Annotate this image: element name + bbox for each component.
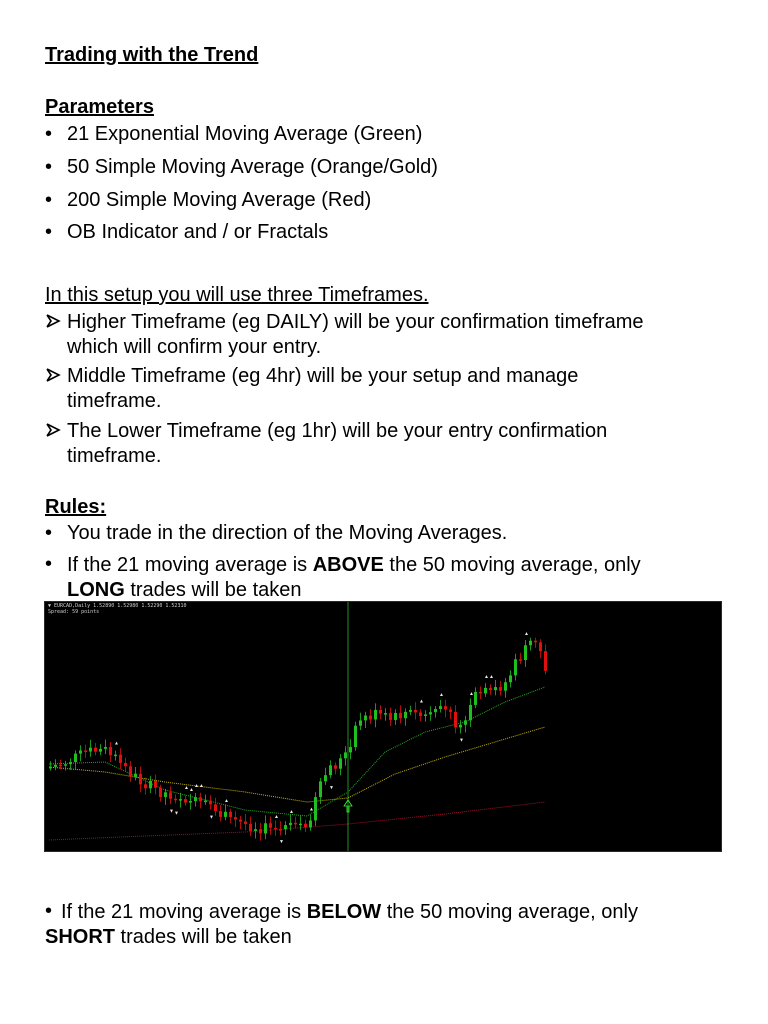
fractal-up-icon: ▲ xyxy=(489,673,494,680)
rule-text-part: trades will be taken xyxy=(115,926,292,948)
candle-body xyxy=(169,792,172,798)
candle-body xyxy=(454,712,457,728)
candle-body xyxy=(109,747,112,755)
rule-keyword: SHORT xyxy=(45,926,115,948)
candle-body xyxy=(304,824,307,828)
candle-body xyxy=(469,705,472,720)
candle-body xyxy=(239,820,242,822)
candle-body xyxy=(389,713,392,720)
candle-body xyxy=(99,749,102,752)
rule-text xyxy=(45,900,638,950)
chart-info xyxy=(48,603,186,615)
fractal-up-icon: ▲ xyxy=(309,806,314,813)
bullet-icon: • xyxy=(45,156,53,178)
candle-body xyxy=(539,642,542,651)
candle-body xyxy=(504,682,507,690)
candle-body xyxy=(289,823,292,825)
arrow-bullet-icon xyxy=(45,419,61,447)
candle-body xyxy=(89,748,92,752)
candle-body xyxy=(74,754,77,762)
candle-body xyxy=(264,823,267,833)
candle-body xyxy=(464,720,467,724)
candle-body xyxy=(329,765,332,775)
candle-body xyxy=(519,659,522,661)
candle-body xyxy=(139,774,142,785)
fractal-up-icon: ▲ xyxy=(194,783,199,790)
candle-body xyxy=(534,641,537,643)
candle-body xyxy=(299,824,302,826)
timeframe-text xyxy=(67,310,643,360)
timeframe-line: Higher Timeframe (eg DAILY) will be your confirmation timeframe xyxy=(67,311,644,333)
candle-body xyxy=(144,784,147,788)
candle-body xyxy=(484,688,487,694)
document-title: Trading with the Trend xyxy=(45,44,259,66)
candle-body xyxy=(364,716,367,721)
timeframes-intro: In this setup you will use three Timeframes. xyxy=(45,284,429,306)
sma200-line xyxy=(49,802,545,840)
candle-body xyxy=(269,823,272,828)
bullet-icon: • xyxy=(45,189,53,211)
fractal-down-icon: ▼ xyxy=(329,785,334,792)
parameter-text: 50 Simple Moving Average (Orange/Gold) xyxy=(67,156,438,178)
parameters-heading: Parameters xyxy=(45,96,154,118)
candle-body xyxy=(164,792,167,797)
sma50-line xyxy=(49,727,545,802)
candle-body xyxy=(249,824,252,831)
rule-line xyxy=(67,578,641,603)
rule-text-part: the 50 moving average, only xyxy=(381,901,638,923)
rule-line xyxy=(45,925,638,950)
candle-body xyxy=(184,799,187,802)
fractal-up-icon: ▲ xyxy=(289,808,294,815)
candle-body xyxy=(294,823,297,825)
fractal-up-icon: ▲ xyxy=(114,740,119,747)
timeframe-text xyxy=(67,364,578,414)
candle-body xyxy=(214,804,217,811)
candle-body xyxy=(399,713,402,718)
candle-body xyxy=(114,755,117,757)
chart-symbol-line: ▼ EURCAD,Daily 1.52890 1.52980 1.52290 1.52310 xyxy=(48,603,187,609)
candle-body xyxy=(59,765,62,767)
candle-body xyxy=(219,811,222,817)
candle-body xyxy=(339,758,342,768)
candle-body xyxy=(514,659,517,675)
timeframe-line: which will confirm your entry. xyxy=(67,336,322,358)
candle-body xyxy=(254,829,257,831)
candle-body xyxy=(474,692,477,705)
fractal-up-icon: ▲ xyxy=(419,698,424,705)
candle-body xyxy=(229,812,232,817)
candle-body xyxy=(129,766,132,776)
candle-body xyxy=(494,687,497,690)
candle-body xyxy=(149,781,152,789)
candle-body xyxy=(449,710,452,712)
candle-body xyxy=(284,825,287,829)
candle-body xyxy=(234,817,237,820)
fractal-up-icon: ▲ xyxy=(189,787,194,794)
fractal-up-icon: ▲ xyxy=(439,692,444,699)
candle-body xyxy=(274,828,277,830)
candle-body xyxy=(524,645,527,660)
rule-line xyxy=(61,900,638,925)
bullet-icon: • xyxy=(45,221,53,243)
candle-body xyxy=(259,829,262,833)
candle-body xyxy=(499,687,502,691)
candle-body xyxy=(414,710,417,712)
candle-body xyxy=(69,762,72,764)
candle-body xyxy=(319,781,322,797)
candle-body xyxy=(154,781,157,788)
rule-text-part: If the 21 moving average is xyxy=(67,554,313,576)
rule-text-part: If the 21 moving average is xyxy=(61,901,307,923)
arrow-bullet-icon xyxy=(45,310,61,338)
ma-crossed-annotation: 21 & 50 MA Crossed UP xyxy=(354,808,409,814)
fractal-down-icon: ▼ xyxy=(169,808,174,815)
candle-body xyxy=(224,812,227,817)
candle-body xyxy=(199,797,202,801)
fractal-up-icon: ▲ xyxy=(274,813,279,820)
parameter-text: 21 Exponential Moving Average (Green) xyxy=(67,123,423,145)
candle-body xyxy=(344,752,347,758)
candle-body xyxy=(374,710,377,720)
candle-body xyxy=(439,706,442,709)
candle-body xyxy=(119,755,122,763)
candle-body xyxy=(404,712,407,718)
candle-body xyxy=(349,747,352,752)
bullet-icon: • xyxy=(45,123,53,145)
candle-body xyxy=(479,692,482,694)
rule-keyword: ABOVE xyxy=(312,554,384,576)
candle-body xyxy=(354,726,357,747)
candle-body xyxy=(279,829,282,831)
fractal-down-icon: ▼ xyxy=(279,839,284,846)
rule-line xyxy=(67,553,641,578)
candle-body xyxy=(189,801,192,803)
candle-body xyxy=(49,767,52,769)
candle-body xyxy=(84,750,87,752)
rule-text-part: trades will be taken xyxy=(124,579,302,601)
fractal-up-icon: ▲ xyxy=(524,631,529,638)
candle-body xyxy=(134,774,137,777)
bullet-icon: • xyxy=(45,900,53,922)
arrow-bullet-icon xyxy=(45,364,61,392)
candle-body xyxy=(309,820,312,827)
candle-body xyxy=(359,720,362,725)
candle-body xyxy=(209,801,212,805)
bullet-icon: • xyxy=(45,553,53,575)
candle-body xyxy=(194,797,197,801)
fractal-up-icon: ▲ xyxy=(184,785,189,792)
parameter-text: 200 Simple Moving Average (Red) xyxy=(67,189,372,211)
rule-text: You trade in the direction of the Moving Averages. xyxy=(67,522,508,544)
fractal-up-icon: ▲ xyxy=(484,673,489,680)
candle-body xyxy=(394,713,397,720)
bullet-icon: • xyxy=(45,522,53,544)
long-positions-annotation: Only look for LONG Positions xyxy=(583,704,701,714)
candle-body xyxy=(434,709,437,712)
timeframe-line: The Lower Timeframe (eg 1hr) will be your entry confirmation xyxy=(67,420,608,442)
candle-body xyxy=(444,706,447,709)
candle-body xyxy=(419,712,422,716)
candle-body xyxy=(424,714,427,716)
rule-keyword: LONG xyxy=(67,579,125,601)
candles xyxy=(49,631,547,845)
timeframe-line: timeframe. xyxy=(67,390,162,412)
fractal-up-icon: ▲ xyxy=(224,797,229,804)
candle-body xyxy=(54,765,57,767)
candle-body xyxy=(124,763,127,766)
candle-body xyxy=(79,750,82,753)
rule-text-part: the 50 moving average, only xyxy=(383,554,641,576)
candle-body xyxy=(409,710,412,712)
candle-body xyxy=(544,651,547,671)
candle-body xyxy=(324,775,327,781)
rule-text xyxy=(67,553,641,603)
candle-body xyxy=(459,725,462,728)
rules-heading: Rules: xyxy=(45,496,107,518)
candle-body xyxy=(204,801,207,803)
candle-body xyxy=(94,748,97,752)
candle-body xyxy=(369,716,372,720)
candle-body xyxy=(509,675,512,682)
timeframe-text xyxy=(67,419,607,469)
fractal-down-icon: ▼ xyxy=(174,810,179,817)
fractal-up-icon: ▲ xyxy=(469,690,474,697)
price-chart xyxy=(44,601,722,852)
chart-spread-line: Spread: 59 points xyxy=(48,609,100,615)
rule-keyword: BELOW xyxy=(306,901,382,923)
candle-body xyxy=(104,747,107,749)
candle-body xyxy=(179,799,182,801)
candle-body xyxy=(429,712,432,714)
candle-body xyxy=(529,641,532,645)
fractal-up-icon: ▲ xyxy=(199,783,204,790)
candle-body xyxy=(334,765,337,768)
candle-body xyxy=(174,799,177,801)
candle-body xyxy=(159,788,162,797)
fractal-down-icon: ▼ xyxy=(209,814,214,821)
fractal-down-icon: ▼ xyxy=(459,737,464,744)
timeframe-line: timeframe. xyxy=(67,445,162,467)
chart-canvas xyxy=(45,602,722,852)
candle-body xyxy=(489,688,492,690)
candle-body xyxy=(314,797,317,820)
candle-body xyxy=(244,822,247,824)
candle-body xyxy=(64,764,67,766)
candle-body xyxy=(379,710,382,714)
timeframe-line: Middle Timeframe (eg 4hr) will be your setup and manage xyxy=(67,365,579,387)
parameter-text: OB Indicator and / or Fractals xyxy=(67,221,329,243)
candle-body xyxy=(384,713,387,715)
